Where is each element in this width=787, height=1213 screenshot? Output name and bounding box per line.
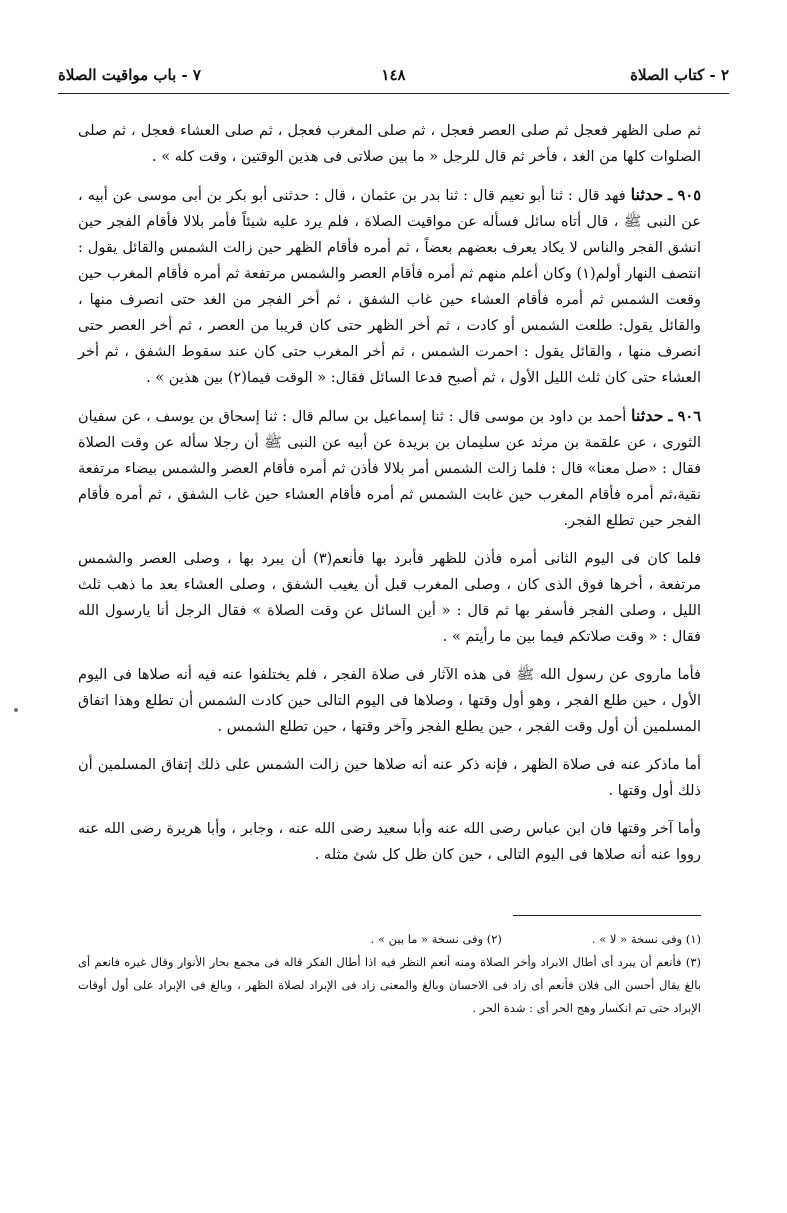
hadith-number: ٩٠٦ ـ: [668, 408, 701, 425]
page-header: [58, 66, 729, 94]
paragraph-zuhr-discussion: أما ماذكر عنه فى صلاة الظهر ، فإنه ذكر عنه أنه صلاها حين زالت الشمس على ذلك إتفاق المسلمين أن ذلك أول وقتها .: [78, 757, 701, 799]
header-divider: [58, 93, 729, 94]
hadith-opening-word: حدثنا: [631, 406, 664, 425]
footnote-1: (١) وفى نسخة « لا » .: [591, 932, 701, 946]
hadith-number: ٩٠٥ ـ: [668, 187, 702, 204]
paragraph-fajr-discussion: فأما ماروى عن رسول الله ﷺ فى هذه الآثار فى صلاة الفجر ، فلم يختلفوا عنه فيه أنه صلاها فى اليوم الأول ، حين طلع الفجر ، وهو أول وقتها ، وصلاها فى اليوم التالى حين كادت الشمس أن تطلع وهذا اتفاق المسلمين أن أول وقت الفجر ، حين يطلع الفجر وآخر وقتها ، حين تطلع الشمس .: [78, 667, 701, 735]
footnote-2: (٢) وفى نسخة « ما بين » .: [370, 932, 502, 946]
hadith-906: [78, 403, 701, 534]
paragraph-continuation: ثم صلى الظهر فعجل ثم صلى العصر فعجل ، ثم صلى المغرب فعجل ، ثم صلى العشاء فعجل ، ثم صلى الصلوات كلها من الغد ، فأخر ثم قال للرجل « ما بين صلاتى فى هذين الوقتين ، وقت كله » .: [78, 123, 701, 165]
hadith-text: فهد قال : ثنا أبو نعيم قال : ثنا بدر بن عثمان ، قال : حدثنى أبو بكر بن أبى موسى عن أبيه ، عن النبى ﷺ ، قال أتاه سائل فسأله عن مواقيت الصلاة ، فلم يرد عليه شيئاً فأمر بلالا فأقام الفجر حين انشق الفجر والناس لا يكاد يعرف بعضهم بعضاً ، ثم أمره فأقام الظهر حين زالت الشمس والقائل يقول : انتصف النهار أولم(١) وكان أعلم منهم ثم أمره فأقام العصر والشمس مرتفعة ثم أمره فأقام المغرب حين وقعت الشمس ثم أمره فأقام العشاء حين غاب الشفق ، ثم أخر الفجر من الغد حتى انصرف منها ، والقائل يقول: طلعت الشمس أو كادت ، ثم أخر الظهر حتى كان قريبا من العصر ، ثم أخر العصر حتى انصرف منها ، والقائل يقول : احمرت الشمس ، ثم أخر المغرب حتى كان عند سقوط الشفق ، ثم أخر العشاء حتى كان ثلث الليل الأول ، ثم أصبح فدعا السائل فقال: « الوقت فيما(٢) بين هذين » .: [78, 188, 701, 386]
paragraph-second-day: فلما كان فى اليوم الثانى أمره فأذن للظهر فأبرد بها فأنعم(٣) أن يبرد بها ، وصلى العصر والشمس مرتفعة ، أخرها فوق الذى كان ، وصلى المغرب قبل أن يغيب الشفق ، وصلى العشاء بعد ما ذهب ثلث الليل ، وصلى الفجر فأسفر بها ثم قال : « أين السائل عن وقت الصلاة » فقال الرجل أنا يارسول الله فقال : « وقت صلاتكم فيما بين ما رأيتم » .: [78, 551, 701, 645]
page-number: ١٤٨: [381, 66, 406, 84]
scan-speck: [14, 708, 18, 712]
hadith-905: [78, 182, 701, 391]
paragraph-zuhr-end: وأما آخر وقتها فان ابن عباس رضى الله عنه وأبا سعيد رضى الله عنه ، وجابر ، وأبا هريرة رضى الله عنه رووا عنه أنه صلاها فى اليوم التالى ، حين كان ظل كل شئ مثله .: [78, 821, 701, 863]
footnote-row: [78, 928, 701, 951]
hadith-text: أحمد بن داود بن موسى قال : ثنا إسماعيل بن سالم قال : ثنا إسحاق بن يوسف ، عن سفيان الثورى ، عن علقمة بن مرثد عن سليمان بن بريدة عن أبيه عن النبى ﷺ أن رجلا سأله عن وقت الصلاة فقال : «صل معنا» قال : فلما زالت الشمس أمر بلالا فأذن ثم أمره فأقام العصر والشمس بيضاء مرتفعة نقية،ثم أمره فأقام المغرب حين غابت الشمس ثم أمره فأقام العشاء حين غاب الشفق ، ثم أمره فأقام الفجر حين تطلع الفجر.: [78, 409, 701, 529]
header-book-title: ٢ - كتاب الصلاة: [630, 66, 729, 84]
footnote-3: (٣) فأنعم أن يبرد أى أطال الابراد وأخر الصلاة ومنه أنعم النظر فيه اذا أطال الفكر قاله فى مجمع بحار الأنوار وقال غيره فانعم أى بالغ يقال أحسن الى فلان فأنعم أى زاد فى الاحسان وبالغ والمعنى زاد فى الإبراد لصلاة الظهر ، وبالغ فى الإبراد على أول أوقات الإبراد حتى تم انكسار وهج الحر أى : شدة الحر .: [78, 955, 701, 1015]
footnote-divider: [513, 915, 701, 916]
main-text: [78, 118, 701, 880]
hadith-opening-word: حدثنا: [630, 185, 664, 204]
header-chapter-title: ٧ - باب مواقيت الصلاة: [58, 66, 201, 84]
footnotes: [78, 928, 701, 1020]
